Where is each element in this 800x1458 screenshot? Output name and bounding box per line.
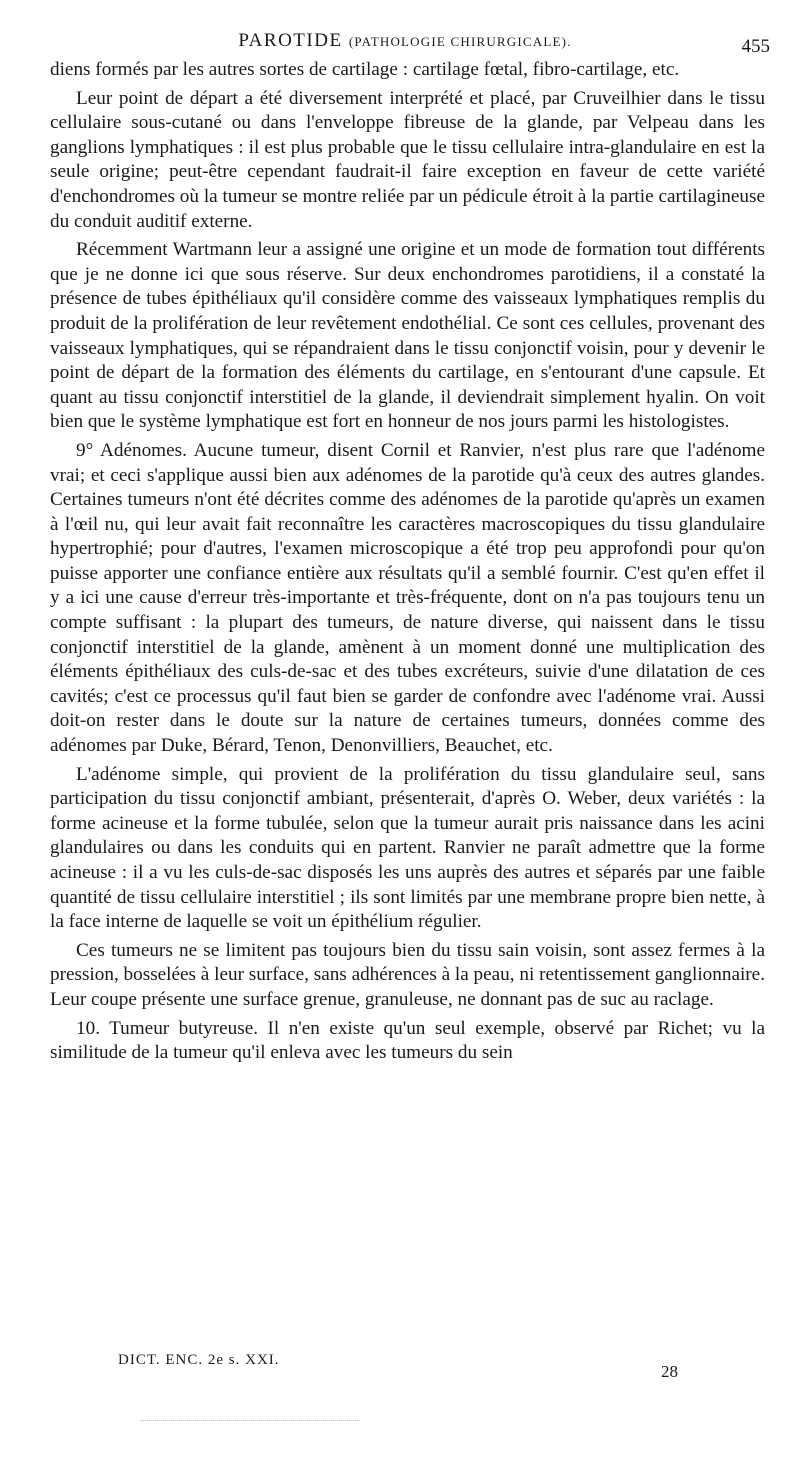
body-text xyxy=(50,58,765,1070)
paragraph-continuation: diens formés par les autres sortes de cartilage : cartilage fœtal, fibro-cartilage, etc. xyxy=(50,59,680,80)
page-number: 455 xyxy=(741,36,770,57)
running-head xyxy=(40,30,770,60)
paragraph-origin: Leur point de départ a été diversement interprété et placé, par Cruveilhier dans le tissu cellulaire sous-cutané ou dans l'enveloppe fibreuse de la glande, par Velpeau dans les ganglions lymphatiques : il est plus probable que le tissu cellulaire intra-glandulaire en est la seule origine; peut-être cependant faudrait-il faire exception en faveur de cette variété d'enchondromes où la tumeur se montre reliée par un pédicule étroit à la partie cartilagineuse du conduit auditif externe. xyxy=(50,87,765,232)
printer-signature: DICT. ENC. 2e s. XXI. xyxy=(118,1352,280,1368)
signature-number: 28 xyxy=(661,1362,678,1381)
paragraph-tumeurs-limites: Ces tumeurs ne se limitent pas toujours bien du tissu sain voisin, sont assez fermes à la pression, bosselées à leur surface, sans adhérences à la peau, ni retentissement ganglionnaire. Leur coupe présente une surface grenue, granuleuse, ne donnant pas de suc au raclage. xyxy=(50,939,765,1010)
footer xyxy=(118,1352,678,1392)
paragraph-wartmann: Récemment Wartmann leur a assigné une origine et un mode de formation tout différents que je ne donne ici que sous réserve. Sur deux enchondromes parotidiens, il a constaté la présence de tubes épithéliaux qu'il considère comme des vaisseaux lymphatiques remplis du produit de la prolifération de leur revêtement endothélial. Ce sont ces cellules, provenant des vaisseaux lymphatiques, qui se répandraient dans le tissu conjonctif voisin, pour y devenir le point de départ de la formation des éléments du cartilage, en s'entourant d'une capsule. Et quant au tissu conjonctif interstitiel de la glande, il deviendrait simplement hyalin. On voit bien que le système lymphatique est fort en honneur de nos jours parmi les histologistes. xyxy=(50,239,765,433)
running-title xyxy=(40,30,770,52)
scan-artifact-line xyxy=(140,1420,360,1423)
running-title-sub: (PATHOLOGIE CHIRURGICALE). xyxy=(348,34,572,49)
paragraph-tumeur-butyreuse: 10. Tumeur butyreuse. Il n'en existe qu'un seul exemple, observé par Richet; vu la similitude de la tumeur qu'il enleva avec les tumeurs du sein xyxy=(50,1017,765,1064)
paragraph-adenome-simple: L'adénome simple, qui provient de la prolifération du tissu glandulaire seul, sans participation du tissu conjonctif ambiant, présenterait, d'après O. Weber, deux variétés : la forme acineuse et la forme tubulée, selon que la tumeur aurait pris naissance dans les acini glandulaires ou dans les conduits qui en partent. Ranvier ne paraît admettre que la forme acineuse : il a vu les culs-de-sac disposés les uns auprès des autres et séparés par une faible quantité de tissu cellulaire interstitiel ; ils sont limités par une membrane propre bien nette, à la face interne de laquelle se voit un épithélium régulier. xyxy=(50,763,765,933)
paragraph-adenomes: 9° Adénomes. Aucune tumeur, disent Cornil et Ranvier, n'est plus rare que l'adénome vrai; et ceci s'applique aussi bien aux adénomes de la parotide qu'à ceux des autres glandes. Certaines tumeurs n'ont été décrites comme des adénomes de la parotide qu'après un examen à l'œil nu, qui leur avait fait reconnaître les caractères macroscopiques du tissu glandulaire hypertrophié; pour d'autres, l'examen microscopique a été trop peu approfondi pour qu'on puisse apporter une confiance entière aux résultats qu'il a semblé fournir. C'est qu'en effet il y a ici une cause d'erreur très-importante et très-fréquente, dont on n'a pas toujours tenu un compte suffisant : la plupart des tumeurs, de nature diverse, qui naissent dans le tissu conjonctif interstitiel de la glande, amènent à un moment donné une multiplication des éléments épithéliaux des culs-de-sac et des tubes excréteurs, suivie d'une dilatation de ces cavités; c'est ce processus qu'il faut bien se garder de confondre avec l'adénome vrai. Aussi doit-on rester dans le doute sur la nature de certaines tumeurs, données comme des adénomes par Duke, Bérard, Tenon, Denonvilliers, Beauchet, etc. xyxy=(50,439,765,757)
running-title-main: PAROTIDE xyxy=(238,30,343,51)
